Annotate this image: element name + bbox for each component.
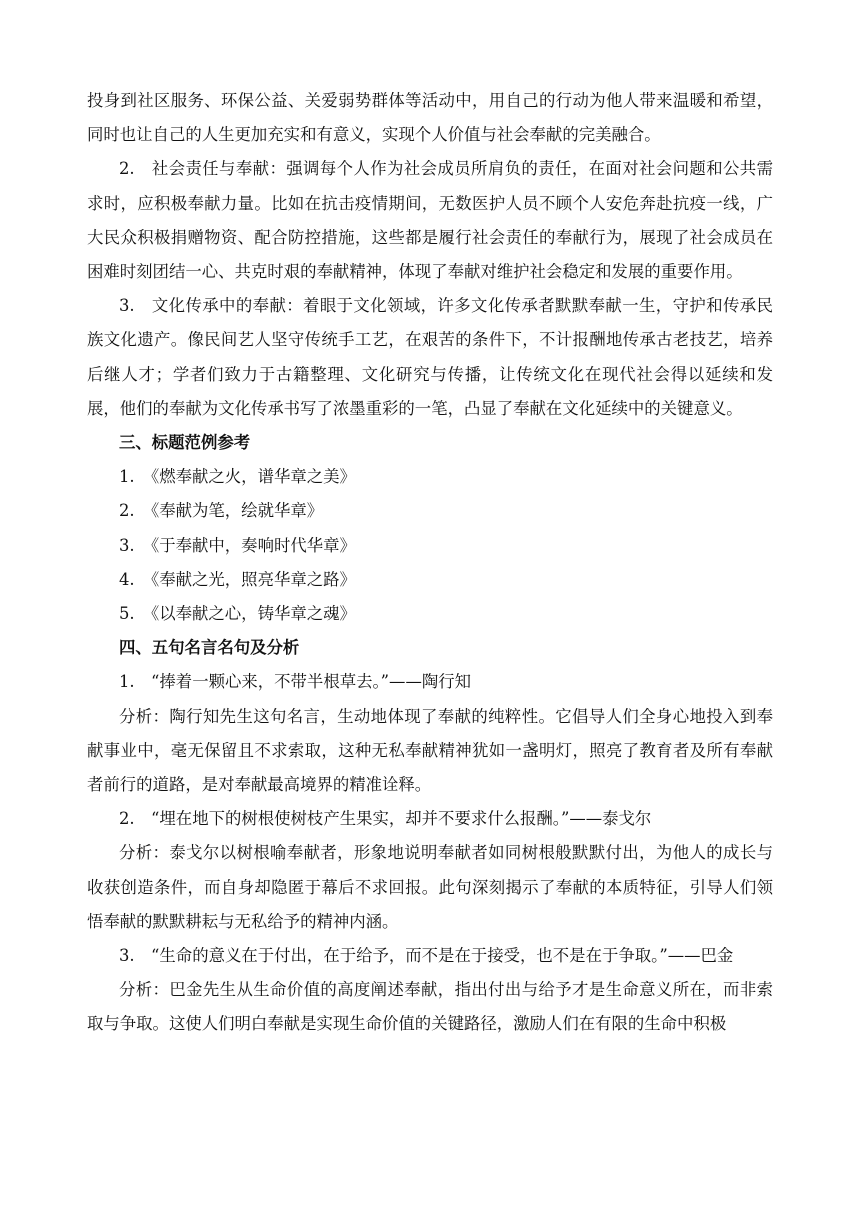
paragraph-social-responsibility: 2. 社会责任与奉献：强调每个人作为社会成员所肩负的责任，在面对社会问题和公共需求时，应积极奉献力量。比如在抗击疫情期间，无数医护人员不顾个人安危奔赴抗疫一线，广大民众积极捐赠物资、配合防控措施，这些都是履行社会责任的奉献行为，展现了社会成员在困难时刻团结一心、共克时艰的奉献精神，体现了奉献对维护社会稳定和发展的重要作用。: [87, 159, 773, 282]
document-body: [87, 84, 773, 1042]
title-example-item: 4. 《奉献之光，照亮华章之路》: [119, 569, 356, 589]
title-example-item: 2. 《奉献为笔，绘就华章》: [119, 501, 324, 521]
title-example-item: 5. 《以奉献之心，铸华章之魂》: [119, 604, 356, 624]
quote-analysis: 分析：陶行知先生这句名言，生动地体现了奉献的纯粹性。它倡导人们全身心地投入到奉献事业中，毫无保留且不求索取，这种无私奉献精神犹如一盏明灯，照亮了教育者及所有奉献者前行的道路，是对奉献最高境界的精准诠释。: [87, 706, 773, 795]
quote-line: 1. “捧着一颗心来，不带半根草去。”——陶行知: [119, 672, 472, 692]
title-example-item: 1. 《燃奉献之火，谱华章之美》: [119, 467, 356, 487]
section-heading-title-examples: 三、标题范例参考: [119, 433, 251, 453]
quote-line: 3. “生命的意义在于付出，在于给予，而不是在于接受，也不是在于争取。”——巴金: [119, 946, 734, 966]
quote-analysis: 分析：泰戈尔以树根喻奉献者，形象地说明奉献者如同树根般默默付出，为他人的成长与收获创造条件，而自身却隐匿于幕后不求回报。此句深刻揭示了奉献的本质特征，引导人们领悟奉献的默默耕耘与无私给予的精神内涵。: [87, 843, 773, 931]
quote-line: 2. “埋在地下的树根使树枝产生果实，却并不要求什么报酬。”——泰戈尔: [119, 809, 652, 829]
quote-analysis: 分析：巴金先生从生命价值的高度阐述奉献，指出付出与给予才是生命意义所在，而非索取与争取。这使人们明白奉献是实现生命价值的关键路径，激励人们在有限的生命中积极: [87, 980, 773, 1034]
title-example-item: 3. 《于奉献中，奏响时代华章》: [119, 535, 356, 555]
paragraph-continuation: 投身到社区服务、环保公益、关爱弱势群体等活动中，用自己的行动为他人带来温暖和希望，同时也让自己的人生更加充实和有意义，实现个人价值与社会奉献的完美融合。: [87, 91, 773, 145]
paragraph-cultural-heritage: 3. 文化传承中的奉献：着眼于文化领域，许多文化传承者默默奉献一生，守护和传承民族文化遗产。像民间艺人坚守传统手工艺，在艰苦的条件下，不计报酬地传承古老技艺，培养后继人才；学者们致力于古籍整理、文化研究与传播，让传统文化在现代社会得以延续和发展，他们的奉献为文化传承书写了浓墨重彩的一笔，凸显了奉献在文化延续中的关键意义。: [87, 296, 773, 418]
section-heading-quotes: 四、五句名言名句及分析: [119, 638, 300, 658]
